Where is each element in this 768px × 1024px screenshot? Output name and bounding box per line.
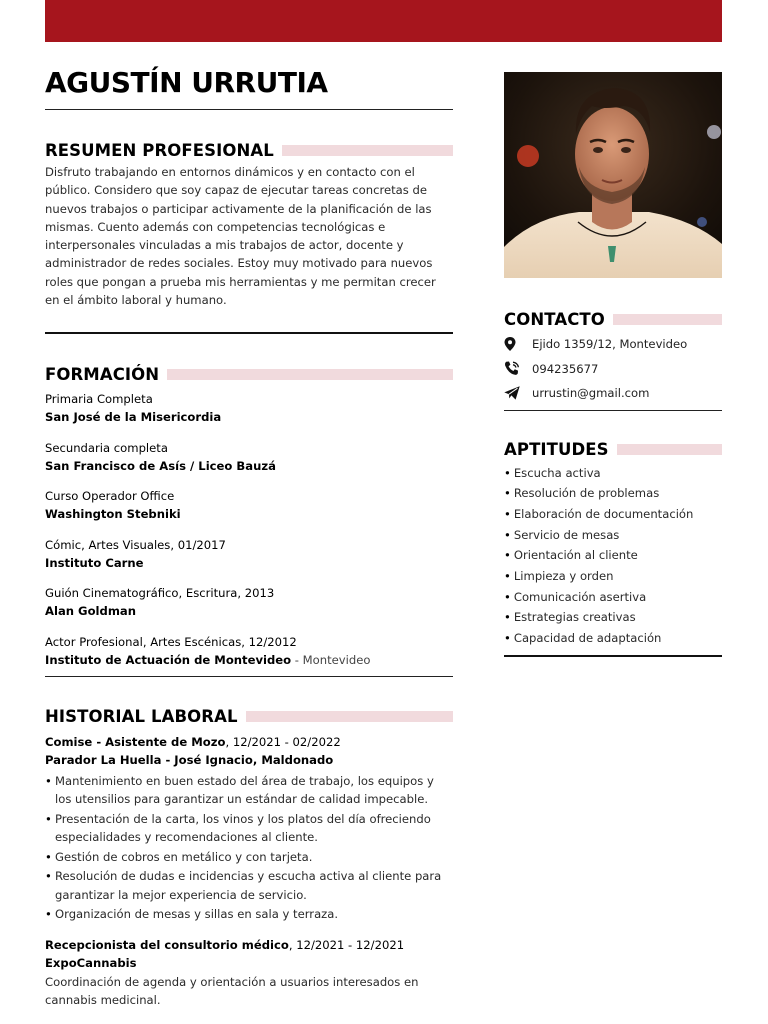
education-institution: Instituto de Actuación de Montevideo - Montevideo — [45, 652, 371, 667]
education-title: Curso Operador Office — [45, 489, 175, 504]
contact-list — [504, 332, 722, 406]
skill-item: • Escucha activa — [504, 465, 601, 480]
map-pin-icon — [504, 335, 532, 353]
skill-item: • Servicio de mesas — [504, 527, 620, 542]
skill-item: • Capacidad de adaptación — [504, 631, 662, 646]
send-icon — [504, 384, 532, 402]
education-institution: Washington Stebniki — [45, 507, 181, 522]
education-title: Primaria Completa — [45, 392, 153, 407]
job-bullet: • Mantenimiento en buen estado del área de trabajo, los equipos y los utensilios para garantizar un estándar de calidad impecable. — [45, 772, 453, 809]
education-item — [45, 487, 453, 523]
summary-text: Disfruto trabajando en entornos dinámicos y en contacto con el público. Considero que soy capaz de ejecutar tareas concretas de nuevos trabajos o participar activamente de la planificación de las mismas. Cuento además con competencias tecnológicas e interpersonales vinculadas a mis trabajos de actor, docente y administrador de redes sociales. Estoy muy motivado para nuevos roles que pongan a prueba mis herramientas y me permitan crecer en el ámbito laboral y humano. — [45, 165, 436, 308]
education-institution: Alan Goldman — [45, 604, 136, 619]
section-title: RESUMEN PROFESIONAL — [45, 140, 274, 160]
education-item — [45, 633, 453, 669]
job-description: Coordinación de agenda y orientación a usuarios interesados en cannabis medicinal. — [45, 974, 419, 1008]
education-title: Secundaria completa — [45, 440, 168, 455]
job-company: ExpoCannabis — [45, 955, 137, 970]
skill-item: • Resolución de problemas — [504, 486, 660, 501]
section-title-bar — [167, 369, 453, 380]
side-column — [504, 72, 722, 657]
section-header-education — [45, 362, 453, 386]
job-title-line — [45, 733, 453, 751]
skill-item: • Orientación al cliente — [504, 548, 638, 563]
job-bullet: • Organización de mesas y sillas en sala y terraza. — [45, 905, 453, 924]
job-dates: , 12/2021 - 12/2021 — [288, 937, 405, 952]
section-title-bar — [282, 145, 453, 156]
job-title-line — [45, 936, 453, 954]
divider — [45, 676, 453, 677]
profile-photo — [504, 72, 722, 278]
job-role: Recepcionista del consultorio médico — [45, 937, 289, 952]
job-bullet: • Resolución de dudas e incidencias y escucha activa al cliente para garantizar la mejor experiencia de servicio. — [45, 867, 453, 904]
section-header-summary — [45, 138, 453, 162]
header-accent-bar — [45, 0, 722, 42]
divider — [504, 410, 722, 411]
education-list — [45, 390, 453, 669]
skill-item: • Elaboración de documentación — [504, 506, 694, 521]
skill-item: • Comunicación asertiva — [504, 589, 647, 604]
education-title: Cómic, Artes Visuales, 01/2017 — [45, 537, 226, 552]
education-item — [45, 584, 453, 620]
job-role: Comise - Asistente de Mozo — [45, 734, 226, 749]
section-title: APTITUDES — [504, 440, 609, 459]
education-institution: San José de la Misericordia — [45, 410, 222, 425]
section-title: FORMACIÓN — [45, 364, 160, 384]
skill-item: • Limpieza y orden — [504, 569, 614, 584]
section-header-work — [45, 705, 453, 729]
divider — [45, 109, 453, 110]
education-item — [45, 439, 453, 475]
education-title: Actor Profesional, Artes Escénicas, 12/2012 — [45, 634, 297, 649]
section-title-bar — [613, 314, 722, 325]
main-column — [45, 62, 453, 1009]
contact-phone: 094235677 — [504, 357, 722, 382]
section-title: HISTORIAL LABORAL — [45, 707, 238, 727]
skill-item: • Estrategias creativas — [504, 610, 636, 625]
job-entry — [45, 936, 453, 1010]
job-bullet: • Gestión de cobros en metálico y con tarjeta. — [45, 848, 453, 867]
job-dates: , 12/2021 - 02/2022 — [225, 734, 341, 749]
job-entry — [45, 733, 453, 924]
job-bullet: • Presentación de la carta, los vinos y los platos del día ofreciendo especialidades y recomendaciones al cliente. — [45, 810, 453, 847]
education-item — [45, 536, 453, 572]
skills-list — [504, 463, 722, 649]
section-title-bar — [246, 711, 453, 722]
education-institution: San Francisco de Asís / Liceo Bauzá — [45, 458, 276, 473]
phone-icon — [504, 360, 532, 378]
candidate-name: AGUSTÍN URRUTIA — [45, 66, 328, 99]
job-company: Parador La Huella - José Ignacio, Maldonado — [45, 752, 334, 767]
education-institution: Instituto Carne — [45, 555, 144, 570]
contact-email: urrustin@gmail.com — [504, 381, 722, 406]
education-item — [45, 390, 453, 426]
contact-address: Ejido 1359/12, Montevideo — [504, 332, 722, 357]
divider — [504, 655, 722, 657]
section-header-skills — [504, 438, 722, 462]
divider — [45, 332, 453, 334]
section-header-contact — [504, 307, 722, 331]
section-title-bar — [617, 444, 722, 455]
section-title: CONTACTO — [504, 309, 605, 329]
education-title: Guión Cinematográfico, Escritura, 2013 — [45, 586, 275, 601]
job-bullet-list — [45, 772, 453, 924]
